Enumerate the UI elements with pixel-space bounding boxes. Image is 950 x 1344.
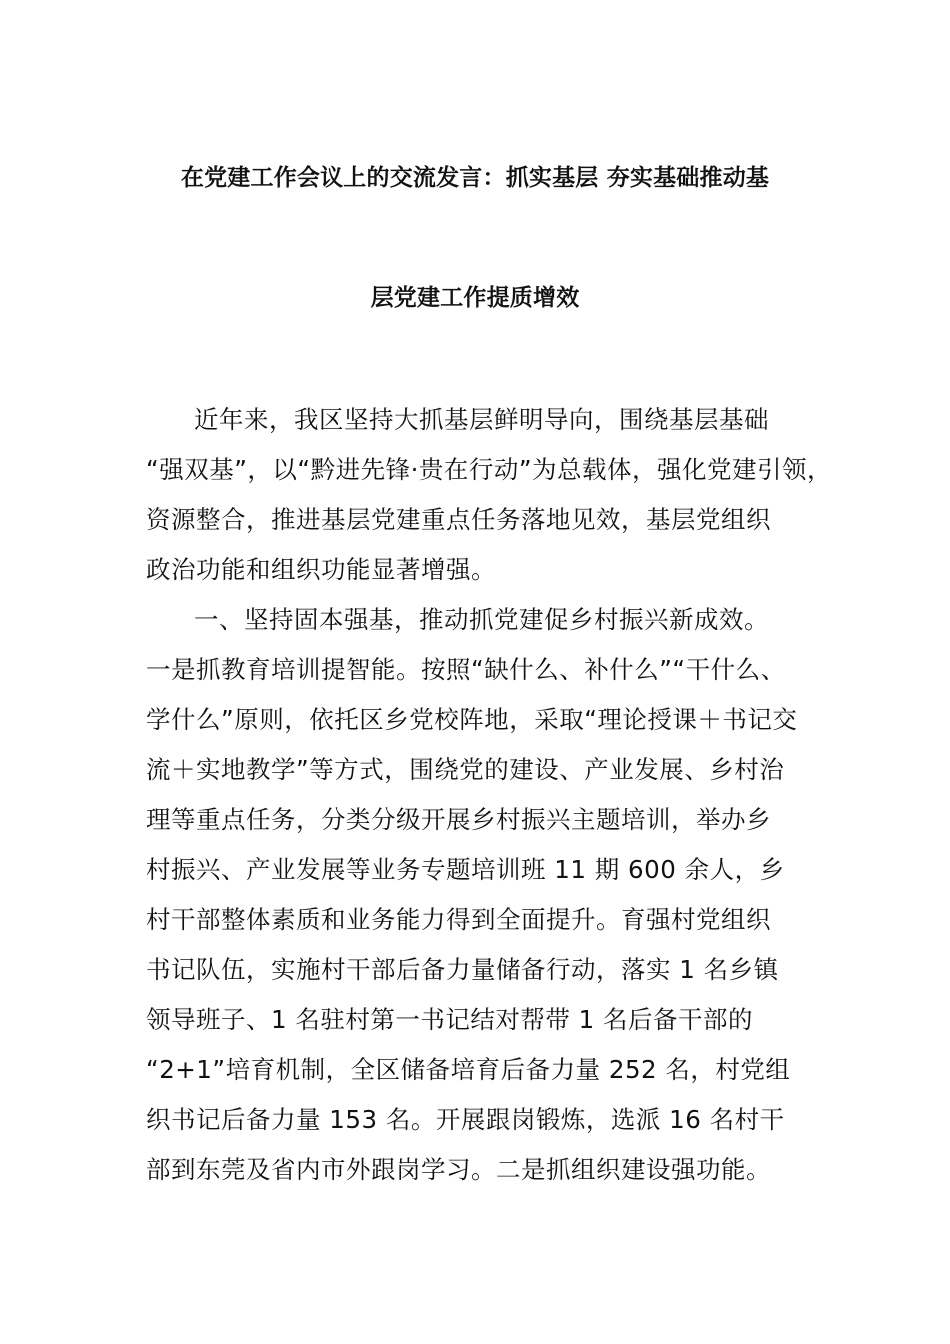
paragraph-line: 政治功能和组织功能显著增强。 [146,555,496,584]
paragraph-line: 理等重点任务，分类分级开展乡村振兴主题培训，举办乡 [146,805,771,834]
paragraph-line: “强双基”，以“黔进先锋·贵在行动”为总载体，强化党建引领， [146,455,833,484]
paragraph-line: “2+1”培育机制，全区储备培育后备力量 252 名，村党组 [146,1055,791,1084]
paragraph-line: 村干部整体素质和业务能力得到全面提升。育强村党组织 [146,905,771,934]
paragraph-line: 村振兴、产业发展等业务专题培训班 11 期 600 余人，乡 [146,855,785,884]
document-title-line-1: 在党建工作会议上的交流发言：抓实基层 夯实基础推动基 [180,165,770,191]
paragraph-line: 资源整合，推进基层党建重点任务落地见效，基层党组织 [146,505,771,534]
section-heading-line: 一、坚持固本强基，推动抓党建促乡村振兴新成效。 [194,605,769,634]
paragraph-line: 书记队伍，实施村干部后备力量储备行动，落实 1 名乡镇 [146,955,779,984]
paragraph-line: 领导班子、1 名驻村第一书记结对帮带 1 名后备干部的 [146,1005,754,1034]
paragraph-line: 一是抓教育培训提智能。按照“缺什么、补什么”“干什么、 [146,655,786,684]
paragraph-line: 织书记后备力量 153 名。开展跟岗锻炼，选派 16 名村干 [146,1105,785,1134]
paragraph-line: 学什么”原则，依托区乡党校阵地，采取“理论授课＋书记交 [146,705,798,734]
paragraph-line: 流＋实地教学”等方式，围绕党的建设、产业发展、乡村治 [146,755,785,784]
paragraph-line: 部到东莞及省内市外跟岗学习。二是抓组织建设强功能。 [146,1155,771,1184]
paragraph-line: 近年来，我区坚持大抓基层鲜明导向，围绕基层基础 [194,405,769,434]
document-title-line-2: 层党建工作提质增效 [370,285,580,311]
